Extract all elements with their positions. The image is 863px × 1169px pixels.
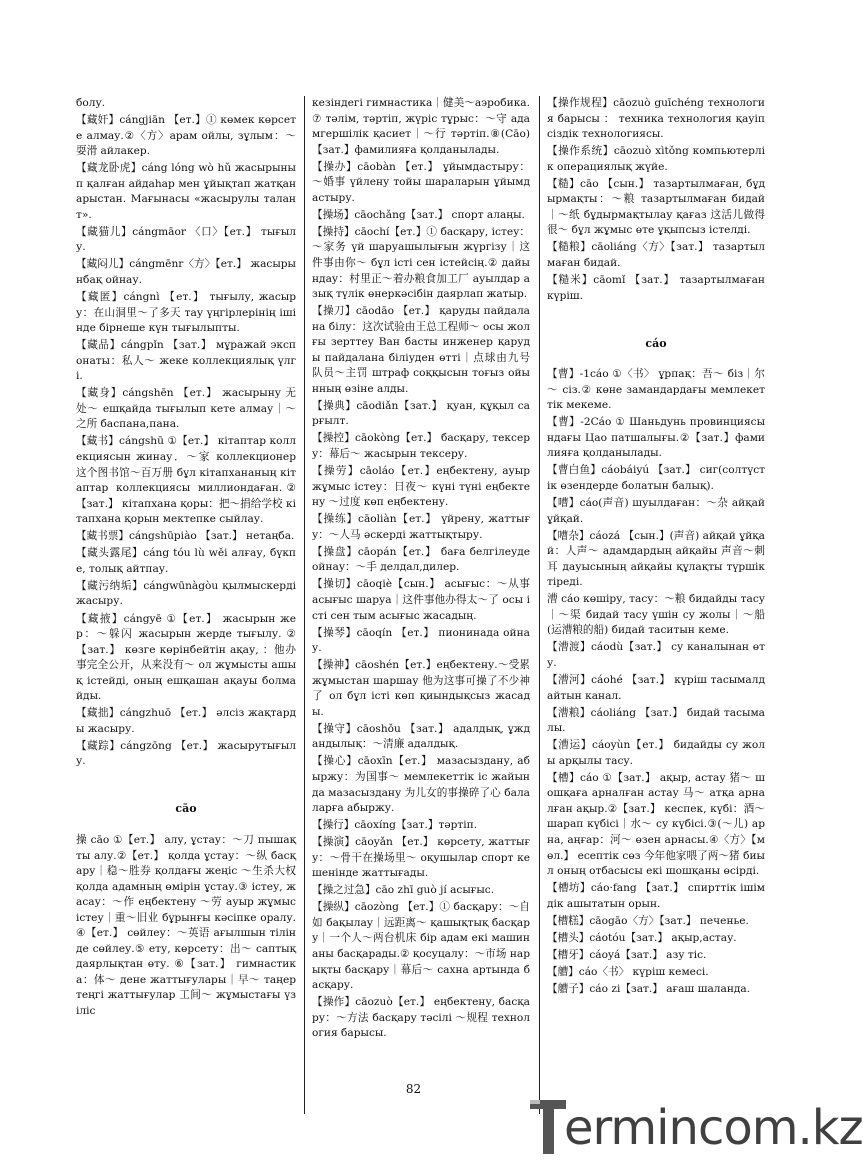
dictionary-entry: 【操作】cāozuò【ет.】 еңбектену, басқару：～方法 басқару тәсілі ～规程 технология барысы. xyxy=(312,996,530,1040)
dictionary-entry: 【藏身】cángshēn 【ет.】 жасырыну 无处～ ешқайда тығылып кете алмау｜～之所 баспана,пана. xyxy=(76,387,296,431)
dictionary-entry: 漕 cáo көшіру, тасу：～粮 бидайды тасу｜～渠 бидай тасу үшін су жолы｜～船(运漕粮的船) бидай таситын кеме. xyxy=(547,593,765,637)
dictionary-entry: 【操作规程】cāozuò guīchéng технология барысы ： техника технология қауіпсіздік технологиясы. xyxy=(547,97,765,141)
dictionary-entry: 【操盘】cāopán【ет.】 баға белгілеуде ойнау：～手 делдал,дилер. xyxy=(312,545,530,574)
column-3 xyxy=(547,96,765,1116)
dictionary-entry: 【操场】cāochǎng【зат.】 спорт алаңы. xyxy=(312,208,525,221)
dictionary-entry: 【操刀】cāodāo 【ет.】 қаруды пайдалана білу：这次试验由王总工程师～ осы жолғы зерттеу Ван басты инженер қаруды пайдалана біліуден өтті｜点球由九号队员～主罚 штраф соққысын тоғыз ойынның өзіне алды. xyxy=(312,305,530,395)
dictionary-entry: 【槽牙】cáoyá【зат.】 азу тіс. xyxy=(547,948,707,961)
dictionary-entry: 【藏污纳垢】cángwūnàgòu қылмыскерді жасыру. xyxy=(76,579,296,608)
dictionary-entry: 【操守】cāoshǒu 【зат.】 адалдық, ұждандылық：～清廉 адалдық. xyxy=(312,722,530,751)
dictionary-entry: 【漕运】cáoyùn【ет.】 бидайды су жолы арқылы тасу. xyxy=(547,739,765,767)
dictionary-entry: 【藏掖】cángyē ①【ет.】 жасырын жер：～躲闪 жасырын жерде тығылу. ②【зат.】 көзге көрінбейтін ақау, ：他办事完全公开，从来没有～ ол жұмысты ашық істейді, оның ешқашан ақауы болмайды. xyxy=(76,612,296,703)
dictionary-entry: 【藏书票】cángshūpiào 【зат.】 нетаңба. xyxy=(76,530,295,543)
dictionary-entry: 【槽糕】cāogāo〈方〉【зат.】 печенье. xyxy=(547,914,749,927)
dictionary-entry: 【操持】cāochí【ет.】① басқару, істеу：～家务 үй шаруашылығын жүргізу｜这件事由你～ бұл істі сен істейсің.② дайындау：村里正～着办粮食加工厂 ауылдар азық түлік өнеркәсібін даярлап жатыр. xyxy=(312,225,530,301)
dictionary-entry: 【操办】cāobàn 【ет.】 ұйымдастыру：～婚事 үйлену тойы шараларын ұйымдастыру. xyxy=(312,160,530,204)
spacer xyxy=(547,306,765,321)
dictionary-entry: 【漕渡】cáodù【зат.】 су каналынан өту. xyxy=(547,641,765,669)
dictionary-entry: 【曹】-2Cáo ① Шаньдунь провинциясындағы Цао патшалығы.②【зат.】фамилияға қолданылады. xyxy=(547,416,765,460)
dictionary-entry: 【嘈】cáo(声音) шуылдаған：～杂 айқай ұйқай. xyxy=(547,497,765,525)
dictionary-entry: 【操神】cāoshén【ет.】еңбектену.～受累 жұмыстан шаршау 他为这事可操了不少神了 ол бұл істі көп қиындықсыз жасады. xyxy=(312,659,530,718)
dictionary-entry: 【操琴】cāoqín 【ет.】 пионинада ойнау. xyxy=(312,626,530,655)
termincom-logo[interactable] xyxy=(528,1098,863,1158)
dictionary-entry: 【藏龙卧虎】cáng lóng wò hǔ жасырынып қалған айдаhар мен ұйықтап жатқан арыстан. Мағынасы «жасырулы талант». xyxy=(76,162,296,221)
dictionary-entry: 【槽】cáo ①【зат.】 ақыр, астау 猪～ шошқаға арналған астау 马～ атқа арналған ақыр.②【зат.】 кеспек, күбі：酒～ шарап күбісі｜水～ су күбісі.③(～儿) арна, аңғар：河～ өзен арнасы.④〈方〉【мөл.】 есептік сөз 今年他家喂了两～猪 биыл оның отбасысы екі шошқаны өсірді. xyxy=(547,771,765,878)
dictionary-entry: 【糙】cāo 【сын.】 тазартылмаған, бұдырмақты：～粮 тазартылмаған бидай｜～纸 бұдырмақтылау қағаз 这活儿做得很～ бұл жұмыс өте ұқыпсыз істелді. xyxy=(547,177,765,237)
dictionary-entry: 【操劳】cāoláo【ет.】еңбектену, ауыр жұмыс істеу：日夜～ күні түні еңбектену ～过度 көп еңбектену. xyxy=(312,465,530,509)
dictionary-entry: 【藏头露尾】cáng tóu lù wěi алғау, бүкпе, толық айтпау. xyxy=(76,547,296,575)
dictionary-entry: 【操心】cāoxīn【ет.】 мазасыздану, абыржу：为国事～ мемлекеттік іс жайында мазасыздану 为儿女的事操碎了心 балаларға абыржу. xyxy=(312,755,530,815)
dictionary-entry: 【漕粮】cáoliáng 【зат.】 бидай тасымалы. xyxy=(547,706,765,735)
column-1 xyxy=(76,96,296,1116)
spacer xyxy=(76,771,296,786)
dictionary-entry: 【糙米】cāomǐ 【зат.】 тазартылмаған күріш. xyxy=(547,274,765,302)
dictionary-entry: 【藏品】cángpǐn 【зат.】 мұражай экспонаты：私人～ жеке коллекциялық үлгі. xyxy=(76,339,296,383)
dictionary-entry: 【漕河】cáohé 【зат.】 күріш тасымалдайтын канал. xyxy=(547,674,765,702)
dictionary-entry: кезіндегі гимнастика｜健美～аэробика.⑦ тәлім, тәртіп, жүріс тұрыс：～守 адамгершілік қасиет｜～行 тәртіп.⑧(Cāo)【зат.】фамилияға қолданылады. xyxy=(312,97,530,156)
section-heading: cāo xyxy=(175,802,197,816)
dictionary-entry: 【藏书】cángshū ①【ет.】 кітаптар коллекциясын жинау．～家 коллекционер 这个图书馆～百万册 бұл кітапхананың кітаптар коллекциясы миллиондаған.②【зат.】 кітапхана қоры：把～捐给学校 кітапхана қорын мектепке сыйлау. xyxy=(76,435,296,526)
column-2 xyxy=(312,96,530,1116)
dictionary-entry: 【操演】cāoyǎn 【ет.】 көрсету, жаттығу：～骨干在操场里～ оқушылар спорт кешенінде жаттығады. xyxy=(312,836,530,880)
dictionary-entry: 【藏拙】cángzhuō 【ет.】 әлсіз жақтарды жасыру. xyxy=(76,707,296,735)
dictionary-entry: 【操行】cāoxíng【зат.】тәртіп. xyxy=(312,819,478,832)
dictionary-entry: 【槽头】cáotóu【зат.】 ақыр,астау. xyxy=(547,931,737,944)
dictionary-entry: 【操切】cāoqiè【сын.】 асығыс：～从事 асығыс шаруа｜这件事他办得太～了 осы істі сен тым асығыс жасадың. xyxy=(312,578,530,622)
dictionary-entry: 【藏踪】cángzōng 【ет.】 жасырутығылу. xyxy=(76,739,296,768)
dictionary-entry: 【藏匿】cángnì 【ет.】 тығылу, жасыру：在山洞里～了多天 тау үңгірлерінің ішінде бірнеше күн тығылыпты. xyxy=(76,291,296,335)
column-divider-1 xyxy=(304,96,305,1114)
dictionary-entry: 【嘈杂】cáozá 【сын.】(声音) айқай ұйқай：人声～ адамдардың айқайы 声音～刺耳 дауысының айқайы құлақты түршіктіреді. xyxy=(547,529,765,589)
dictionary-entry: 【操控】cāokòng【ет.】 басқару, тексеру：幕后～ жасырын тексеру. xyxy=(312,432,530,461)
dictionary-entry: 【藏闷儿】cángmēnr〈方〉【ет.】 жасырынбақ ойнау. xyxy=(76,258,296,287)
dictionary-entry: 【艚】cáo〈书〉 күріш кемесі. xyxy=(547,965,709,978)
dictionary-entry: 操 cāo ①【ет.】 алу, ұстау：～刀 пышақты алу.②【ет.】 қолда ұстау：～纵 басқару｜稳～胜券 қолдағы жеңіс ～生杀大权 қолда адамның өмірін ұстау.③ істеу, жасау：～作 еңбектену ～劳 ауыр жұмыс істеу｜重～旧业 бұрынғы кәсіпке оралу.④【ет.】 сөйлеу：～英语 ағылшын тілінде сөйлеу.⑤ ету, көрсету：出～ саптық даярлықтан өту. ⑥【зат.】 гимнастика：体～ дене жаттығулары｜早～ таңертеңгі жаттығулар 工间～ жұмыстағы үзіліс xyxy=(76,834,296,1018)
section-heading: cáo xyxy=(645,336,667,350)
page-number: 82 xyxy=(405,1082,422,1096)
logo-t-icon xyxy=(528,1098,568,1156)
dictionary-entry: 【藏猫儿】cángmāor 〈口〉【ет.】 тығылу. xyxy=(76,225,296,254)
column-divider-2 xyxy=(539,96,540,1114)
dictionary-entry: болу. xyxy=(76,97,106,109)
dictionary-entry: 【曹白鱼】cáobáiyú 【зат.】 сиг(солтүстік өзендерде болатын балық). xyxy=(547,464,765,492)
dictionary-entry: 【艚子】cáo zi【зат.】 ағаш шаланда. xyxy=(547,982,751,995)
dictionary-entry: 【操之过急】cāo zhī guò jí асығыс. xyxy=(312,884,495,897)
dictionary-entry: 【操练】cāoliàn【ет.】 үйрену, жаттығу：～人马 әскерді жаттықтыру. xyxy=(312,513,530,541)
dictionary-entry: 【藏奸】cángjiān 【ет.】① көмек көрсете алмау.②〈方〉арам ойлы, зұлым：～耍滑 айлакер. xyxy=(76,114,296,158)
dictionary-entry: 【槽坊】cáo·fang 【зат.】 спирттік ішімдік ашытатын орын. xyxy=(547,882,765,910)
logo-text: ermincom.kz xyxy=(564,1100,863,1156)
dictionary-entry: 【操纵】cāozòng 【ет.】① басқару：～自如 бақылау｜远距离～ қашықтық басқару｜一个人～两台机床 бір адам екі машинаны басқарады.② қосуцалу：～市场 нарықты басқару｜幕后～ сахна артында басқару. xyxy=(312,901,530,992)
dictionary-entry: 【曹】-1cáo ①〈书〉 ұрпақ：吾～ біз｜尔～ сіз.② көне замандардағы мемлекеттік мекеме. xyxy=(547,368,765,412)
dictionary-entry: 【糙粮】cāoliáng〈方〉【зат.】 тазартылмаған бидай. xyxy=(547,241,765,269)
dictionary-entry: 【操作系统】cāozuò xìtǒng компьютерлік операциялық жүйе. xyxy=(547,145,765,173)
dictionary-entry: 【操典】cāodiǎn【зат.】 қуан, құқыл сарғылт. xyxy=(312,399,530,428)
